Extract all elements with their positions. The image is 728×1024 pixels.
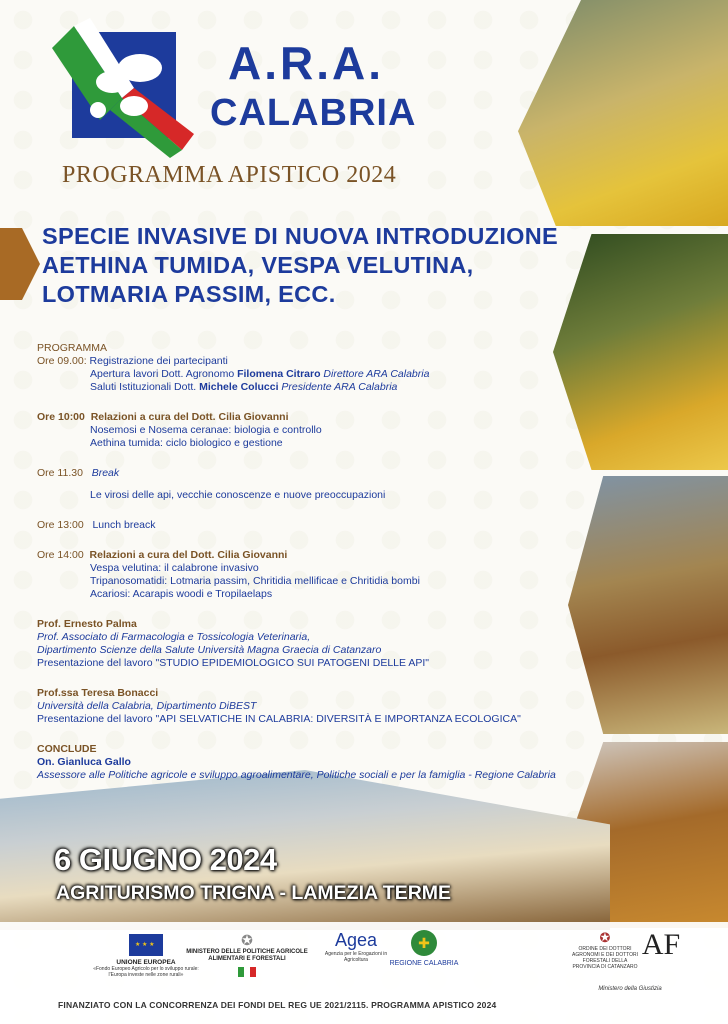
speaker-name: Prof. Ernesto Palma <box>37 618 137 630</box>
event-place: AGRITURISMO TRIGNA - LAMEZIA TERME <box>56 882 452 904</box>
session-time: Ore 14:00 <box>37 549 84 561</box>
speaker-role: Assessore alle Politiche agricole e sviluppo agroalimentare, Politiche sociali e per la famiglia - Regione Calabria <box>37 769 556 781</box>
session-text: Presentazione del lavoro <box>37 713 156 725</box>
af-logo <box>636 928 686 962</box>
event-date: 6 GIUGNO 2024 <box>54 842 277 877</box>
session-text: Le virosi delle api, vecchie conoscenze e nuove preoccupazioni <box>90 489 386 501</box>
speaker-role: Università della Calabria, Dipartimento DiBEST <box>37 700 257 712</box>
agea-subtitle: Agenzia per le Erogazioni in Agricoltura <box>324 951 388 963</box>
speaker-name: Filomena Citraro <box>237 368 321 380</box>
eu-flag-icon <box>129 934 163 956</box>
funding-note: FINANZIATO CON LA CONCORRENZA DEI FONDI DEL REG UE 2021/2115. PROGRAMMA APISTICO 2024 <box>58 1000 497 1010</box>
conclude-label: CONCLUDE <box>37 743 97 755</box>
session-time: Ore 13:00 <box>37 519 84 531</box>
session-title: Relazioni a cura del Dott. Cilia Giovanni <box>89 549 288 561</box>
speaker-role: Dipartimento Scienze della Salute Università Magna Graecia di Catanzaro <box>37 644 382 656</box>
speaker-name: Michele Colucci <box>199 381 279 393</box>
session-title: Lunch breack <box>92 519 156 531</box>
headline-line: SPECIE INVASIVE DI NUOVA INTRODUZIONE <box>42 223 558 249</box>
agea-name: Agea <box>334 930 378 950</box>
af-mark: AF <box>641 928 681 961</box>
talk-title: "API SELVATICHE IN CALABRIA: DIVERSITÀ E IMPORTANZA ECOLOGICA" <box>155 713 521 725</box>
italy-flag-icon <box>238 967 256 977</box>
session-text: Presentazione del lavoro <box>37 657 156 669</box>
session-text: Apertura lavori Dott. Agronomo <box>90 368 238 380</box>
session-text: Nosemosi e Nosema ceranae: biologia e controllo <box>90 424 322 436</box>
speaker-role: Presidente ARA Calabria <box>278 381 398 393</box>
session-text: Tripanosomatidi: Lotmaria passim, Chritidia mellificae e Chritidia bombi <box>90 575 420 587</box>
ordine-emblem-icon: ✪ <box>599 930 611 945</box>
speaker-role: Direttore ARA Calabria <box>320 368 430 380</box>
headline-line: LOTMARIA PASSIM, ECC. <box>42 281 336 307</box>
ministero-label: Ministero della Giustizia <box>598 986 662 992</box>
session-text: Vespa velutina: il calabrone invasivo <box>90 562 259 574</box>
session-title: Relazioni a cura del Dott. Cilia Giovanni <box>90 411 289 423</box>
ara-logo-icon <box>52 18 194 158</box>
speaker-name: Prof.ssa Teresa Bonacci <box>37 687 159 699</box>
speaker-role: Prof. Associato di Farmacologia e Tossicologia Veterinaria, <box>37 631 311 643</box>
speaker-name: On. Gianluca Gallo <box>37 756 131 768</box>
regione-logo <box>384 930 464 967</box>
program-label: PROGRAMMA <box>37 342 108 354</box>
session-text: Registrazione dei partecipanti <box>89 355 228 367</box>
session-text: Acariosi: Acarapis woodi e Tropilaelaps <box>90 588 273 600</box>
session-title: Break <box>91 467 120 479</box>
org-title: A.R.A. <box>228 37 384 89</box>
talk-title: "STUDIO EPIDEMIOLOGICO SUI PATOGENI DELLE API" <box>155 657 430 669</box>
program-title: PROGRAMMA APISTICO 2024 <box>62 162 397 188</box>
emblem-icon: ✪ <box>241 932 253 948</box>
regione-crest-icon: ✚ <box>411 930 437 956</box>
regione-name: REGIONE CALABRIA <box>389 960 459 967</box>
session-time: Ore 09.00: <box>37 355 87 367</box>
ordine-name: ORDINE DEI DOTTORI AGRONOMI E DEI DOTTORI FORESTALI DELLA PROVINCIA DI CATANZARO <box>571 946 639 970</box>
ordine-logo <box>570 930 640 970</box>
org-subtitle: CALABRIA <box>210 92 417 134</box>
ministry-name: MINISTERO DELLE POLITICHE AGRICOLE ALIMENTARI E FORESTALI <box>186 949 308 962</box>
program-schedule <box>37 342 557 782</box>
headline-line: AETHINA TUMIDA, VESPA VELUTINA, <box>42 252 474 278</box>
eu-name: UNIONE EUROPEA <box>116 959 176 966</box>
headline <box>42 222 602 309</box>
session-text: Saluti Istituzionali Dott. <box>90 381 200 393</box>
eu-tagline: «Fondo Europeo Agricolo per lo sviluppo rurale: l'Europa investe nelle zone rurali» <box>93 966 199 978</box>
ministry-logo <box>182 932 312 977</box>
session-time: Ore 10:00 <box>37 411 85 423</box>
session-text: Aethina tumida: ciclo biologico e gestione <box>90 437 283 449</box>
session-time: Ore 11.30 <box>37 467 83 479</box>
